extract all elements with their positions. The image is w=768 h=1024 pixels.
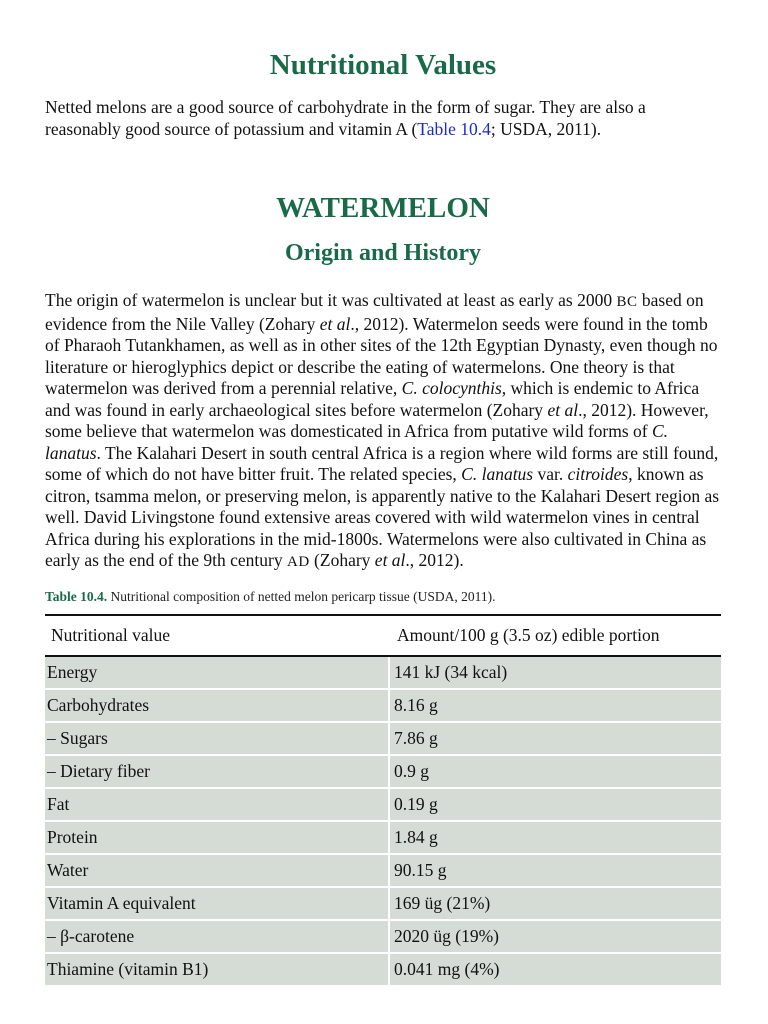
paragraph-origin [45, 290, 721, 574]
amount-cell: 1.84 g [389, 821, 721, 854]
nutrient-cell: – Sugars [45, 722, 389, 755]
column-header-nutritional-value: Nutritional value [45, 615, 389, 656]
text-run: based on evidence from the Nile Valley (Zohary [45, 290, 704, 334]
table-row [45, 722, 721, 755]
text-run: Netted melons are a good source of carbohydrate in the form of sugar. They are also a reasonably good source of potassium and vitamin A ( [45, 97, 646, 139]
species-name: C. lanatus [45, 421, 669, 463]
text-run: ., 2012). [405, 550, 464, 570]
subsection-title-origin-history: Origin and History [284, 240, 482, 266]
amount-cell: 141 kJ (34 kcal) [389, 656, 721, 689]
document-page [45, 0, 721, 987]
table-row [45, 887, 721, 920]
era-ad: AD [287, 554, 310, 570]
table-row [45, 953, 721, 986]
nutrient-cell: Vitamin A equivalent [45, 887, 389, 920]
citation-et-al: et al [374, 550, 406, 570]
text-run: The origin of watermelon is unclear but it was cultivated at least as early as 2000 [45, 290, 617, 310]
nutrition-table [45, 614, 721, 987]
table-row [45, 656, 721, 689]
table-header-row [45, 615, 721, 656]
nutrient-cell: – Dietary fiber [45, 755, 389, 788]
table-row [45, 920, 721, 953]
citation-et-al: et al [547, 399, 579, 420]
nutrient-cell: Thiamine (vitamin B1) [45, 953, 389, 986]
text-run: var. [533, 464, 568, 484]
table-row [45, 854, 721, 887]
paragraph-netted-melons [45, 97, 721, 140]
nutrient-cell: Energy [45, 656, 389, 689]
text-run: , which is endemic to Africa and was found in early archaeological sites before watermelon (Zohary [45, 378, 700, 420]
table-row [45, 689, 721, 722]
column-header-amount: Amount/100 g (3.5 oz) edible portion [389, 615, 721, 656]
amount-cell: 8.16 g [389, 689, 721, 722]
era-bc: BC [616, 294, 638, 310]
table-caption [45, 588, 721, 606]
table-caption-text: Nutritional composition of netted melon pericarp tissue (USDA, 2011). [107, 588, 496, 604]
citation-et-al: et al [319, 313, 351, 334]
amount-cell: 0.19 g [389, 788, 721, 821]
species-name: C. lanatus [461, 464, 534, 484]
nutrient-cell: – β-carotene [45, 920, 389, 953]
nutrient-cell: Water [45, 854, 389, 887]
amount-cell: 0.041 mg (4%) [389, 953, 721, 986]
nutrient-cell: Carbohydrates [45, 689, 389, 722]
text-run: ; USDA, 2011). [490, 118, 602, 139]
section-title-nutritional-values: Nutritional Values [269, 49, 497, 81]
table-row [45, 821, 721, 854]
text-run: ., 2012). However, some believe that watermelon was domesticated in Africa from putative wild forms of [45, 399, 709, 441]
species-name: C. colocynthis [401, 378, 502, 398]
section-title-watermelon: WATERMELON [276, 192, 490, 224]
text-run: . The Kalahari Desert in south central Africa is a region where wild forms are still found, some of which do not have bitter fruit. The related species, [45, 442, 719, 484]
amount-cell: 7.86 g [389, 722, 721, 755]
table-row [45, 788, 721, 821]
amount-cell: 0.9 g [389, 755, 721, 788]
nutrient-cell: Fat [45, 788, 389, 821]
amount-cell: 169 üg (21%) [389, 887, 721, 920]
nutrient-cell: Protein [45, 821, 389, 854]
text-run: (Zohary [309, 550, 375, 570]
text-run: , known as citron, tsamma melon, or preserving melon, is apparently native to the Kalahari Desert region as well. David Livingstone found extensive areas covered with wild watermelon vines in central Africa during his explorations in the mid-1800s. Watermelons were also cultivated in China as early as the end of the 9th century [45, 464, 720, 570]
table-caption-label: Table 10.4. [45, 588, 108, 604]
amount-cell: 90.15 g [389, 854, 721, 887]
text-run: ., 2012). Watermelon seeds were found in the tomb of Pharaoh Tutankhamen, as well as in other sites of the 12th Egyptian Dynasty, even though no literature or hieroglyphics depict or describe the eating of watermelons. One theory is that watermelon was derived from a perennial relative, [45, 313, 718, 398]
amount-cell: 2020 üg (19%) [389, 920, 721, 953]
variety-name: citroides [567, 464, 629, 484]
table-row [45, 755, 721, 788]
table-reference-link[interactable]: Table 10.4 [417, 118, 491, 139]
